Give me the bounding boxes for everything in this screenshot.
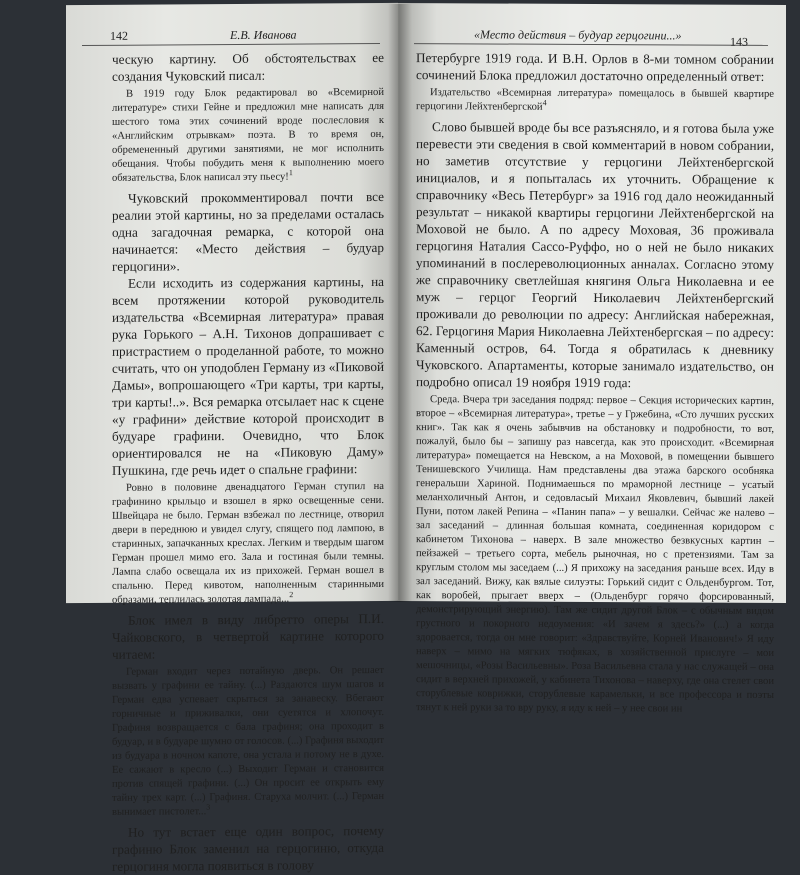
left-page-number: 142 bbox=[110, 28, 128, 43]
block-quote bbox=[112, 480, 384, 608]
paragraph-text: Ровно в половине двенадцатого Герман ступил на графинино крыльцо и взошел в ярко освещенные сени. Швейцара не было. Герман взбежал по лестнице, отворил двери в переднюю и увидел слугу, спящего под лампою, в старинных, запачканных креслах. Легким и твердым шагом Герман прошел мимо его. Зала и гостиная были темны. Лампа слабо освещала их из прихожей. Герман вошел в спальню. Перед кивотом, наполненным старинными образами, теплилась золотая лампада... bbox=[112, 480, 384, 606]
open-book bbox=[66, 4, 786, 874]
paragraph-text: Издательство «Всемирная литература» помещалось в бывшей квартире герцогини Лейхтенбергской bbox=[416, 87, 774, 113]
body-paragraph bbox=[112, 610, 384, 663]
paragraph-text: ческую картину. Об обстоятельствах ее создания Чуковский писал: bbox=[112, 49, 384, 84]
body-paragraph bbox=[112, 822, 384, 875]
right-page-body bbox=[416, 49, 774, 721]
left-running-title: Е.В. Иванова bbox=[230, 27, 297, 43]
paragraph-text: Если исходить из содержания картины, на всем протяжении которой руководитель издательства «Всемирная литература» правая рука Горького – А.Н. Тихонов допрашивает с пристрастием о проделанной работе, то можно считать, что он уподоблен Герману из «Пиковой Дамы», вопрошающего «Три карты, три карты, три карты!..». Вся ремарка отсылает нас к сцене «у графини» действие которой происходит в будуаре графини. Очевидно, что Блок ориентировался не на «Пиковую Даму» Пушкина, где речь идет о спальне графини: bbox=[112, 273, 384, 478]
right-page bbox=[398, 3, 786, 715]
body-paragraph bbox=[416, 118, 774, 392]
paragraph-text: Но тут встает еще один вопрос, почему графиню Блок заменил на герцогиню, откуда герцогиня могла появиться в голову bbox=[112, 822, 384, 874]
left-page-header bbox=[82, 25, 380, 46]
footnote-marker: 4 bbox=[542, 98, 547, 108]
right-page-number: 143 bbox=[730, 34, 748, 49]
block-quote bbox=[416, 86, 774, 116]
body-paragraph bbox=[112, 188, 384, 275]
body-paragraph bbox=[112, 49, 384, 85]
body-paragraph bbox=[416, 49, 774, 85]
paragraph-text: Блок имел в виду либретто оперы П.И. Чайковского, в четвертой картине которого читаем: bbox=[112, 610, 384, 662]
footnote-marker: 1 bbox=[288, 168, 293, 178]
footnote-marker: 3 bbox=[206, 802, 211, 812]
block-quote bbox=[112, 664, 384, 820]
block-quote bbox=[416, 393, 774, 717]
left-page bbox=[66, 3, 398, 874]
paragraph-text: Чуковский прокомментировал почти все реалии этой картины, но за пределами осталась одна загадочная ремарка, с которой она начинается: «Место действия – будуар герцогини». bbox=[112, 188, 384, 274]
paragraph-text: Среда. Вчера три заседания подряд: первое – Секция исторических картин, второе – «Всемирная литература», третье – у Гржебина, «Сто лучших русских книг». Так как я очень забывчив на обстановку и подробности, то вот, пожалуй, было бы – запишу раз навсегда, как это происходит. «Всемирная литература» помещается на Невском, а на Моховой, в помещении бывшего Тенишевского Училища. Нам представлены два этажа барского особняка генеральши Хариной. Поднимаешься по мраморной лестнице – усатый меланхоличный Антон, и седовласый Михаил Яковлевич, бывший лакей Пуни, потом лакей Репина – «Панин папа» – у вешалки. Сейчас же налево – зал заседаний – длинная большая комната, соединенная коридором с кабинетом Тихонова – наверх. В зале множество безвкусных картин – пейзажей – третьего сорта, мебель рыночная, но с претензиями. Там за круглым столом мы заседаем (...) Я прихожу на заседания раньше всех. Иду в зал заседаний. Вижу, как вялые силуэты: Горький сидит с Ольденбургом. Тот, как воробей, прыгает вверх – (Ольденбург горячо форсированный, демонстрирующий энергию). Там же сидит другой Блок – с обычным видом грустного и покорного недоумения: «И зачем я здесь?» (...) а когда здоровается, тогда он мне говорит: «Здравствуйте, Корней Иванович!» Я иду наверх – мимо на мягких тюфяках, в хозяйственной прислуге – мои мешочницы, «Розы Васильевны». Роза Васильевна стала у нас служащей – она сидит в верхней прихожей, у кабинета Тихонова – наверху, где она стелет свои сторублевые коврижки, сторублевые карамельки, и все профессора и поэты тянут к ней руки за то вру руку, я иду к ней – у нее свои ин bbox=[416, 394, 774, 715]
body-paragraph bbox=[112, 273, 384, 479]
book-spine-shadow bbox=[388, 4, 412, 602]
right-running-title: «Место действия – будуар герцогини...» bbox=[474, 27, 682, 43]
paragraph-text: Герман входит через потайную дверь. Он решает вызвать у графини ее тайну. (...) Раздаются шум шагов и Герман едва успевает скрыться за занавеску. Вбегают горничные и приживалки, они суетятся и хлопочут. Графиня возвращается с бала графиня; она проходит в будуар, и в будуаре шумно от голосов. (...) Графиня выходит из будуара в ночном капоте, она устала и потому не в духе. Ее сажают в кресло (...) Выходит Герман и становится против спящей графини. (...) Он просит ее открыть ему тайну трех карт. (...) Графиня. Старуха молчит. (...) Герман вынимает пистолет... bbox=[112, 664, 384, 818]
paragraph-text: В 1919 году Блок редактировал во «Всемирной литературе» стихи Гейне и предложил мне написать для шестого тома этих сочинений вроде послесловия к «Английским отрывкам» поэта. В то время он, обремененный другими занятиями, не мог исполнить обещания. Чтобы побудить меня к выполнению моего обязательства, Блок написал эту пьесу! bbox=[112, 86, 384, 184]
left-page-body bbox=[112, 49, 384, 875]
paragraph-text: Слово бывшей вроде бы все разъясняло, и я готова была уже перевести эти сведения в свой комментарий в новом собрании, но заметив отсутствие у герцогини Лейхтенбергской инициалов, и я попыталась их уточнить. Обращение к справочнику «Весь Петербург» за 1916 год дало неожиданный результат – никакой квартиры герцогини Лейхтенбергской на Моховой не было. А по адресу Моховая, 36 проживала герцогиня Наталия Сассо-Руффо, но о ней не было никаких упоминаний в послереволюционных анналах. Согласно этому же справочнику светлейшая княгиня Ольга Николаевна и ее муж – герцог Георгий Николаевич Лейхтенбергский проживали до революции по адресу: Английская набережная, 62. Герцогиня Мария Николаевна Лейхтенбергская – по адресу: Каменный остров, 64. Тогда я обратилась к дневнику Чуковского. Апартаменты, которые занимало издательство, он подробно описал 19 ноября 1919 года: bbox=[416, 119, 774, 391]
paragraph-text: Петербурге 1919 года. И В.Н. Орлов в 8-ми томном собрании сочинений Блока предложил достаточно определенный ответ: bbox=[416, 50, 774, 84]
block-quote bbox=[112, 86, 384, 186]
footnote-marker: 2 bbox=[289, 590, 294, 600]
right-page-header bbox=[414, 25, 768, 49]
